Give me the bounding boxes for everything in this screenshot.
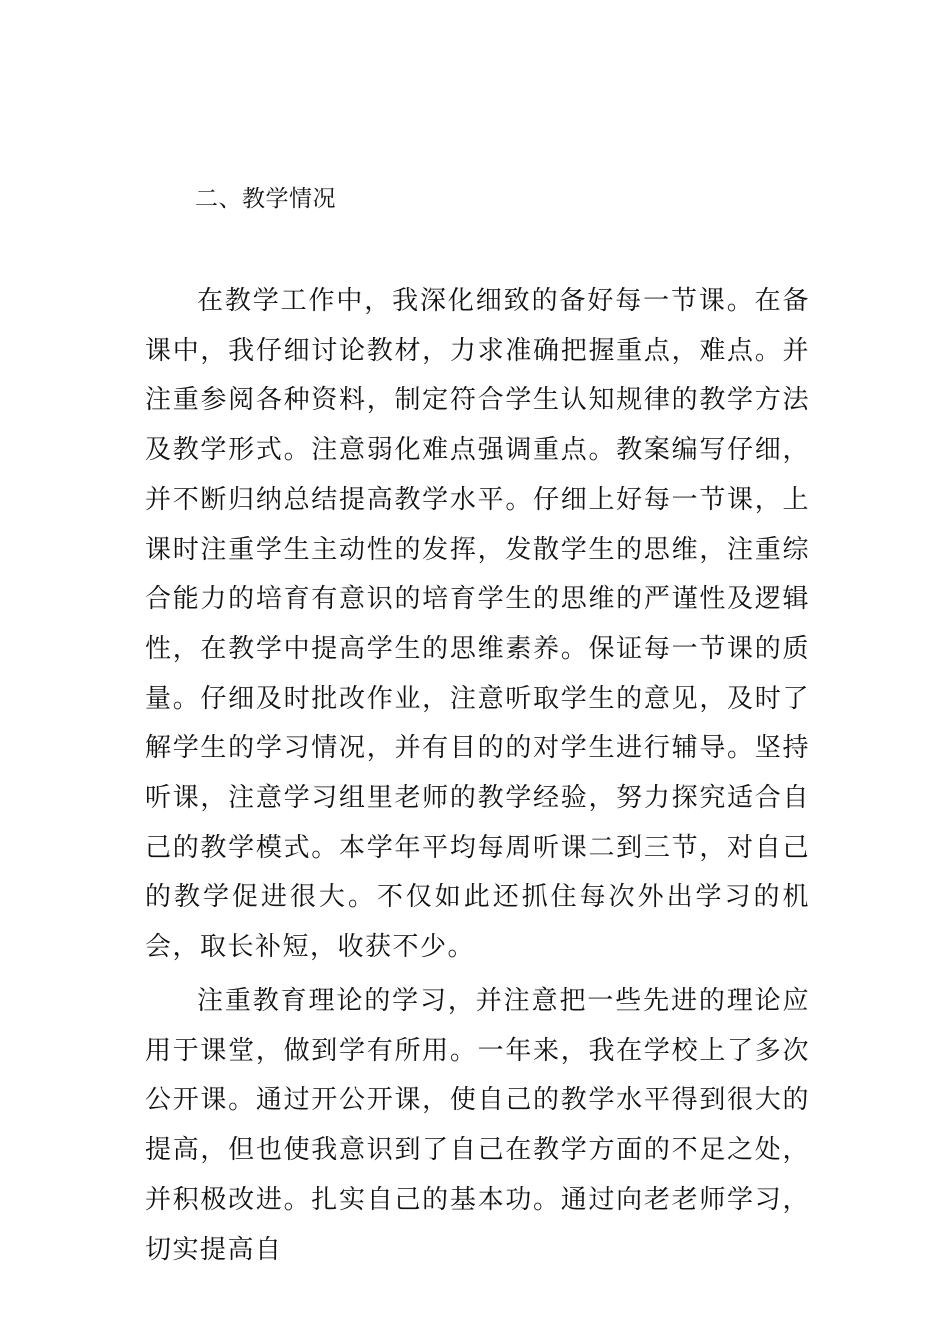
paragraph-teaching-work: 在教学工作中，我深化细致的备好每一节课。在备课中，我仔细讨论教材，力求准确把握重点，难点。并注重参阅各种资料，制定符合学生认知规律的教学方法及教学形式。注意弱化难点强调重点。教案编写仔细，并不断归纳总结提高教学水平。仔细上好每一节课，上课时注重学生主动性的发挥，发散学生的思维，注重综合能力的培育有意识的培育学生的思维的严谨性及逻辑性，在教学中提高学生的思维素养。保证每一节课的质量。仔细及时批改作业，注意听取学生的意见，及时了解学生的学习情况，并有目的的对学生进行辅导。坚持听课，注意学习组里老师的教学经验，努力探究适合自己的教学模式。本学年平均每周听课二到三节，对自己的教学促进很大。不仅如此还抓住每次外出学习的机会，取长补短，收获不少。 [145, 286, 810, 963]
paragraph-education-theory: 注重教育理论的学习，并注意把一些先进的理论应用于课堂，做到学有所用。一年来，我在学校上了多次公开课。通过开公开课，使自己的教学水平得到很大的提高，但也使我意识到了自己在教学方面的不足之处，并积极改进。扎实自己的基本功。通过向老老师学习，切实提高自 [145, 986, 810, 1265]
section-heading: 二、教学情况 [195, 186, 336, 212]
